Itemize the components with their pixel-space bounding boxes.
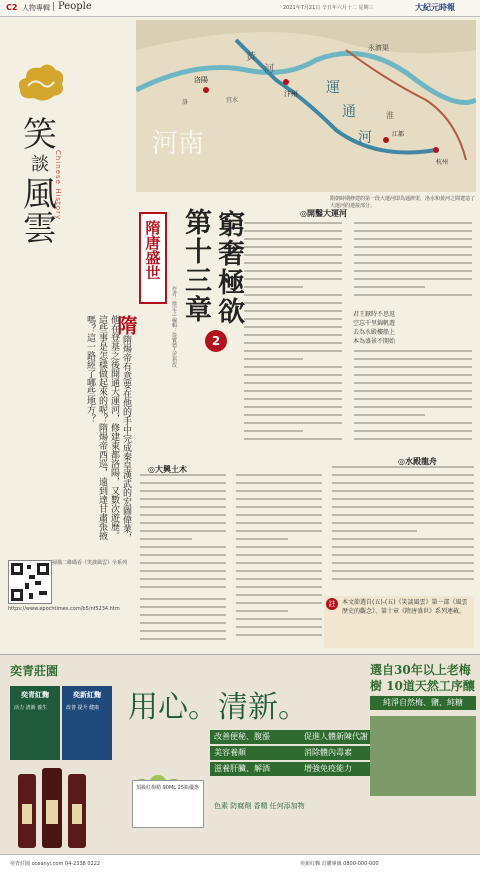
text-line [354, 262, 472, 264]
ad-benefits-list-2 [300, 730, 370, 778]
text-line [236, 626, 322, 628]
text-line [236, 618, 322, 620]
ad-slogan: 用心。清新。 [128, 690, 308, 725]
text-line [244, 358, 303, 360]
text-line [332, 514, 474, 516]
map-label: 運 [326, 80, 340, 96]
text-line [244, 246, 342, 248]
ad-headline: 選自30年以上老梅樹 10道天然工序釀 [370, 663, 475, 693]
text-line [244, 302, 342, 304]
text-line [332, 498, 474, 500]
page-code: C2 [6, 3, 18, 12]
subhead-construction: ◎大興土木 [148, 465, 187, 474]
map-label: 河 [264, 64, 274, 75]
ad-orchard-photo [370, 716, 476, 796]
text-line [354, 414, 425, 416]
text-line [236, 570, 322, 572]
text-line [332, 578, 474, 580]
text-line [236, 594, 322, 596]
text-line [244, 414, 342, 416]
text-line [236, 538, 288, 540]
text-line [244, 238, 342, 240]
map-label: 河南 [152, 129, 205, 159]
text-line [332, 570, 474, 572]
badge-body: 改善 提升 健康 [66, 705, 100, 711]
text-line [244, 406, 342, 408]
text-line [354, 382, 472, 384]
text-line [140, 538, 192, 540]
ad-no-additive-tags: 色素 防腐劑 香精 任何添加物 [214, 802, 305, 810]
newspaper-masthead: 大紀元時報 [415, 2, 455, 12]
text-line [354, 366, 472, 368]
intro-body: 隋煬帝有意要在他的手中完成秦皇漢武的宏圖偉業，他在登基之後開通大運河，修建東都洛陽，又數次遊歷。這些事是怎樣做起來的呢？隋煬帝西巡，遠到達甘肅張掖嗎？這一路經了哪些地方？ [85, 315, 131, 542]
column-title-char-3: 風 [23, 175, 57, 215]
section-english: People [58, 1, 92, 12]
text-line [236, 530, 322, 532]
poem-line: 本為盛景不開始 [353, 338, 396, 345]
map-label: 黃 [246, 52, 256, 63]
text-line [354, 294, 472, 296]
text-line [140, 498, 226, 500]
text-line [236, 490, 322, 492]
text-line [332, 506, 474, 508]
text-line [244, 374, 342, 376]
text-line [244, 398, 342, 400]
poem-line: 君王厭時不思返 [353, 311, 396, 318]
text-line [140, 522, 226, 524]
text-line [354, 230, 472, 232]
text-line [236, 522, 322, 524]
article-body-block [236, 474, 322, 644]
text-line [140, 506, 226, 508]
text-line [140, 622, 226, 624]
text-line [354, 270, 472, 272]
column-intro [6, 315, 138, 545]
text-line [244, 230, 342, 232]
ad-footer [0, 854, 480, 874]
text-line [332, 482, 474, 484]
cloud-ornament-icon [14, 60, 66, 106]
text-line [140, 578, 226, 580]
text-line [354, 374, 472, 376]
text-line [332, 474, 474, 476]
text-line [140, 514, 226, 516]
section-name: 人物專輯 [22, 4, 50, 12]
header-separator: | [52, 2, 56, 12]
text-line [140, 614, 226, 616]
column-title-english: Chinese History [54, 150, 62, 221]
series-label-box [139, 212, 167, 304]
qr-url[interactable]: https://www.epochtimes.com/b5/nf5234.htm [8, 606, 120, 612]
ad-offer-box: 頂級紅梅精 90ML 25瓶優惠 [132, 780, 204, 828]
text-line [244, 278, 342, 280]
text-line [244, 366, 342, 368]
text-line [354, 350, 472, 352]
column-title-char-2: 談 [31, 154, 49, 175]
text-line [354, 406, 472, 408]
text-line [332, 538, 474, 540]
text-line [140, 490, 226, 492]
text-line [354, 430, 472, 432]
column-title-char-1: 笑 [23, 115, 57, 155]
map-label: 江都 [392, 131, 405, 138]
ad-brand-logo: 奕青莊園 [10, 664, 59, 678]
text-line [244, 254, 342, 256]
author-byline: 作者：徐定之 編輯：從寶德人思梧改 [171, 286, 177, 368]
footnote-text: 本文節選自(五)-(五)《笑談風雲》第一部《風雲歷史的觀念》、第十章《隋唐盛世》系列連載。 [342, 599, 468, 615]
map-label: 汴州 [284, 90, 298, 98]
text-line [244, 334, 342, 336]
series-label: 隋唐盛世 [143, 220, 162, 280]
text-line [354, 246, 472, 248]
text-line [236, 546, 322, 548]
text-line [354, 438, 472, 440]
chapter-number: 第十三章 [180, 208, 211, 324]
badge-title: 奕青紅麴 [21, 691, 49, 699]
text-line [140, 530, 226, 532]
ad-benefit: 美容養顏 [210, 746, 360, 760]
text-line [332, 554, 474, 556]
text-line [236, 586, 322, 588]
text-line [332, 466, 474, 468]
text-line [236, 602, 322, 604]
poem-line: 去為水殿樓船上 [353, 329, 396, 336]
article-body-block [354, 222, 472, 308]
qr-caption: 掃描二維碼看《笑談風雲》全系列 [52, 560, 128, 566]
text-line [236, 506, 322, 508]
text-line [354, 390, 472, 392]
qr-code-icon[interactable] [8, 560, 52, 604]
text-line [140, 482, 226, 484]
ad-product-badge [62, 686, 112, 760]
text-line [332, 546, 474, 548]
text-line [244, 270, 342, 272]
text-line [354, 278, 472, 280]
footnote-marker: 註 [326, 598, 338, 610]
text-line [140, 586, 226, 588]
text-line [354, 422, 472, 424]
text-line [332, 522, 474, 524]
article-body-block [354, 350, 472, 450]
text-line [140, 630, 226, 632]
map-label: 杭州 [436, 159, 449, 166]
map-label: 永濟渠 [368, 44, 389, 52]
part-number-badge: 2 [205, 330, 227, 352]
article-body-block [140, 474, 226, 594]
map-label: 通 [342, 104, 356, 120]
badge-title: 奕新紅麴 [73, 691, 101, 699]
text-line [332, 562, 474, 564]
text-line [354, 358, 472, 360]
text-line [244, 430, 303, 432]
text-line [236, 498, 322, 500]
map-label: 洛 [182, 99, 189, 106]
text-line [244, 350, 342, 352]
article-body-block [332, 466, 474, 590]
ad-contact-right[interactable]: 奕新紅麴 訂購專線 0800-000-000 [300, 861, 379, 867]
poem-line: 空忘千里錦帆遊 [353, 320, 396, 327]
text-line [140, 474, 226, 476]
ad-benefit: 改善便秘、腹漲 [210, 730, 360, 744]
ad-benefit: 消除體內毒素 [300, 746, 370, 760]
column-title-char-4: 雲 [23, 209, 57, 249]
text-line [244, 294, 342, 296]
subhead-dragon-boat: ◎水殿龍舟 [398, 457, 437, 466]
intro-text [84, 315, 138, 545]
text-line [244, 262, 342, 264]
text-line [244, 438, 342, 440]
text-line [236, 634, 322, 636]
text-line [354, 238, 472, 240]
chapter-title: 窮奢極欲 [213, 210, 244, 326]
text-line [236, 554, 322, 556]
grand-canal-map [136, 20, 476, 192]
text-line [140, 546, 226, 548]
text-line [244, 390, 342, 392]
text-line [236, 610, 288, 612]
article-body-block [140, 598, 226, 648]
text-line [236, 578, 322, 580]
text-line [244, 286, 303, 288]
text-line [332, 530, 417, 532]
ad-contact-left[interactable]: 奕青莊園 oceanyi.com 04-2338 0222 [10, 861, 101, 867]
text-line [244, 326, 342, 328]
map-caption: 隋朝時期修建的第一段大運河即為通濟渠，洛水和黃河之間建造了大運河的連接部分。 [330, 196, 476, 209]
text-line [244, 382, 342, 384]
text-line [244, 318, 342, 320]
text-line [354, 254, 472, 256]
intro-drop-cap: 隋 [114, 315, 138, 335]
text-line [354, 286, 425, 288]
ad-benefit: 滋養肝臟、解酒 [210, 762, 360, 776]
issue-date: 2021年7月21日 辛丑年六月十二 星期三 [283, 5, 374, 11]
map-label: 淮 [386, 111, 394, 120]
ad-product-badge [10, 686, 60, 760]
text-line [332, 490, 474, 492]
text-line [140, 570, 226, 572]
map-label: 洛陽 [194, 76, 208, 84]
text-line [140, 638, 226, 640]
ad-benefit: 增強免疫能力 [300, 762, 370, 776]
text-line [236, 482, 322, 484]
map-label: 宜水 [226, 97, 239, 104]
text-line [236, 514, 322, 516]
text-line [140, 598, 226, 600]
text-line [244, 342, 342, 344]
text-line [236, 562, 322, 564]
ad-subheadline: 純淨自然梅、鹽、純糖 [370, 696, 476, 710]
poem [353, 310, 453, 346]
text-line [140, 606, 226, 608]
badge-body: 活力 清新 養生 [14, 705, 48, 711]
text-line [244, 310, 342, 312]
map-label: 河 [358, 130, 372, 146]
ad-benefit: 促進人體新陳代謝 [300, 730, 370, 744]
article-body-block [244, 222, 342, 452]
text-line [140, 554, 226, 556]
text-line [354, 222, 472, 224]
subhead-grand-canal: ◎開鑿大運河 [300, 209, 347, 218]
text-line [354, 398, 472, 400]
text-line [244, 422, 342, 424]
text-line [140, 562, 226, 564]
bottles-image-icon [10, 764, 110, 852]
text-line [236, 474, 322, 476]
text-line [244, 222, 342, 224]
